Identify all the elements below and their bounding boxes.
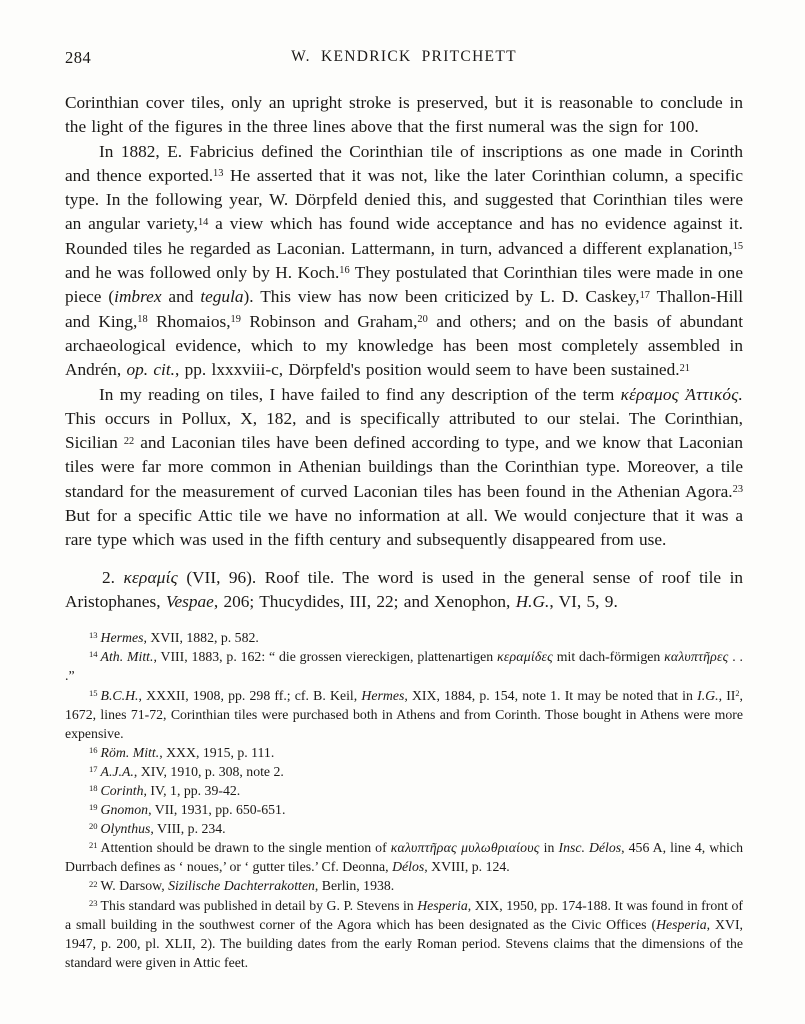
body-paragraphs	[65, 91, 743, 614]
text-run: , VII, 1931, pp. 650-651.	[148, 802, 286, 818]
footnote	[65, 781, 743, 800]
text-run: , XVI, 1947, p. 200, pl. XLII, 2). The building dates from the early Roman period. Stevens claims that the dimensions of the standard were given in Attic feet.	[65, 916, 744, 970]
paragraph	[65, 140, 743, 383]
catalogue-entry	[65, 566, 743, 615]
text-run: This standard was published in detail by G. P. Stevens in	[100, 897, 418, 913]
footnote-ref: 21	[679, 362, 690, 374]
footnote-ref: 18	[137, 314, 148, 326]
text-run: , 206; Thucydides, III, 22; and Xenophon,	[213, 591, 516, 611]
text-run: in	[539, 840, 559, 856]
text-run: mit dach-förmigen	[552, 649, 665, 665]
footnote-ref: 16	[339, 265, 350, 277]
footnote-ref: 19	[230, 314, 241, 326]
footnote-ref: 20	[417, 314, 428, 326]
footnote	[65, 628, 743, 647]
footnote-number: 18	[89, 783, 98, 794]
footnote	[65, 743, 743, 762]
text-run: , XIV, 1910, p. 308, note 2.	[133, 763, 284, 779]
footnote	[65, 686, 743, 743]
italic-text: B.C.H.	[100, 687, 139, 703]
italic-text: Corinth	[100, 782, 144, 798]
italic-text: Sizilische Dachterrakotten	[168, 878, 315, 894]
greek-text: κεραμίς	[123, 567, 178, 587]
footnote	[65, 819, 743, 838]
footnote-number: 15	[89, 687, 98, 698]
footnote	[65, 800, 743, 819]
text-run: , XXXII, 1908, pp. 298 ff.; cf. B. Keil,	[138, 687, 362, 703]
text-run: and he was followed only by H. Koch.	[65, 263, 340, 283]
footnote	[65, 647, 743, 685]
text-run: , 1672, lines 71-72, Corinthian tiles were purchased both in Athens and from Corinth. Those bought in Athens were more expensive.	[65, 687, 743, 741]
page-number: 284	[65, 48, 92, 67]
text-run: , VIII, 1883, p. 162: “ die grossen viereckigen, plattenartigen	[153, 649, 498, 665]
footnote-number: 17	[89, 764, 98, 775]
footnote-ref: 23	[732, 484, 743, 496]
text-run: and	[161, 287, 201, 307]
text-run: 2.	[102, 567, 124, 587]
italic-text: Gnomon	[100, 802, 149, 818]
text-run: In my reading on tiles, I have failed to find any description of the term	[99, 384, 621, 404]
text-run: , 456 A, line 4, which Durrbach defines as ‘ noues,’ or ‘ gutter tiles.’ Cf. Deonna,	[65, 840, 743, 875]
running-head: W. KENDRICK PRITCHETT	[291, 48, 517, 65]
italic-text: H.G.	[515, 591, 550, 611]
greek-text: καλυπτῆρες	[664, 649, 729, 665]
footnote-ref: 13	[213, 168, 224, 180]
text-run: (VII, 96). Roof tile. The word is used in the general sense of roof tile in Aristophanes,	[65, 567, 744, 611]
footnote-number: 19	[89, 802, 98, 813]
paragraph	[65, 91, 743, 140]
footnote-number: 20	[89, 821, 98, 832]
text-run: and Laconian tiles have been defined according to type, and we know that Laconian tiles were far more common in Athenian buildings than the Corinthian type. Moreover, a tile standard for the measurement of curved Laconian tiles has been found in the Athenian Agora.	[65, 433, 743, 501]
text-run: , Berlin, 1938.	[314, 878, 395, 894]
text-run: Thallon-Hill and King,	[65, 287, 743, 331]
text-run: , XIX, 1884, p. 154, note 1. It may be noted that in	[404, 687, 698, 703]
footnote	[65, 896, 743, 972]
footnote-ref: 15	[732, 241, 743, 253]
italic-text: Délos	[392, 859, 425, 875]
text-run: a view which has found wide acceptance and has no evidence against it. Rounded tiles he regarded as Laconian. Lattermann, in turn, advanced a different explanation,	[65, 214, 743, 258]
text-run: This occurs in Pollux, X, 182, and is specifically attributed to our stelai. The Corinthian, Sicilian	[65, 408, 743, 453]
footnote	[65, 838, 743, 876]
italic-text: Vespae	[165, 591, 214, 611]
footnote-ref: 17	[639, 289, 650, 301]
footnote-number: 13	[89, 630, 98, 641]
italic-text: Olynthus	[100, 821, 151, 837]
footnote-ref: 14	[197, 216, 209, 228]
italic-text: imbrex	[114, 287, 162, 307]
footnote	[65, 762, 743, 781]
italic-text: Röm. Mitt.	[100, 744, 160, 760]
text-run: They postulated that Corinthian tiles were made in one piece (	[65, 263, 743, 307]
italic-text: Ath. Mitt.	[100, 649, 154, 665]
text-run: In 1882, E. Fabricius defined the Corinthian tile of inscriptions as one made in Corinth and thence exported.	[65, 141, 743, 185]
italic-text: A.J.A.	[100, 763, 134, 779]
text-run: , XVIII, p. 124.	[424, 859, 510, 875]
text-run: , XIX, 1950, pp. 174-188. It was found in front of a small building in the southwest corner of the Agora which has been designated as the Civic Offices (	[65, 897, 743, 932]
page-header	[65, 47, 743, 69]
paragraph	[65, 383, 743, 553]
footnote-number: 21	[89, 840, 98, 851]
greek-text: καλυπτῆρας μυλωθριαίους	[390, 840, 540, 856]
text-run: , II	[718, 687, 736, 703]
text-run: , XXX, 1915, p. 111.	[159, 744, 275, 760]
text-run: , VIII, p. 234.	[150, 821, 226, 837]
text-run: , XVII, 1882, p. 582.	[143, 630, 259, 646]
italic-text: I.G.	[697, 687, 719, 703]
footnote-number: 16	[89, 744, 98, 755]
italic-text: Insc. Délos	[558, 840, 622, 856]
text-run: , IV, 1, pp. 39-42.	[143, 782, 241, 798]
italic-text: Hesperia	[417, 897, 468, 913]
italic-text: tegula	[200, 287, 244, 307]
italic-text: op. cit.	[126, 360, 175, 380]
text-run: , VI, 5, 9.	[549, 591, 618, 611]
italic-text: Hermes	[361, 687, 405, 703]
text-run: W. Darsow,	[100, 878, 169, 894]
text-block	[65, 47, 743, 972]
footnote-number: 22	[89, 878, 98, 889]
text-run: , pp. lxxxviii-c, Dörpfeld's position would seem to have been sustained.	[174, 360, 680, 380]
text-run: But for a specific Attic tile we have no information at all. We would conjecture that it was a rare type which was used in the fifth century and subsequently disappeared from use.	[65, 506, 743, 550]
greek-text: κέραμος Ἀττικός.	[620, 384, 744, 404]
footnote-number: 23	[89, 897, 98, 908]
footnote-ref: 22	[123, 435, 135, 447]
italic-text: Hesperia	[656, 916, 707, 932]
text-run: Rhomaios,	[147, 311, 231, 331]
italic-text: Hermes	[100, 630, 144, 646]
text-run: Corinthian cover tiles, only an upright stroke is preserved, but it is reasonable to conclude in the light of the figures in the three lines above that the first numeral was the sign for 100.	[65, 93, 743, 137]
text-run: Robinson and Graham,	[240, 311, 418, 331]
footnotes	[65, 628, 743, 972]
greek-text: κεραμίδες	[497, 649, 553, 665]
text-run: . . .”	[65, 649, 743, 684]
footnote-number: 14	[89, 649, 98, 660]
text-run: ). This view has now been criticized by L. D. Caskey,	[243, 287, 640, 307]
footnote	[65, 876, 743, 895]
text-run: He asserted that it was not, like the later Corinthian column, a specific type. In the following year, W. Dörpfeld denied this, and suggested that Corinthian tiles were an angular variety,	[65, 165, 744, 234]
text-run: Attention should be drawn to the single mention of	[100, 840, 391, 856]
footnote-ref: 2	[735, 688, 740, 698]
text-run: and others; and on the basis of abundant archaeological evidence, which to my knowledge has been most completely assembled in Andrén,	[65, 311, 744, 380]
